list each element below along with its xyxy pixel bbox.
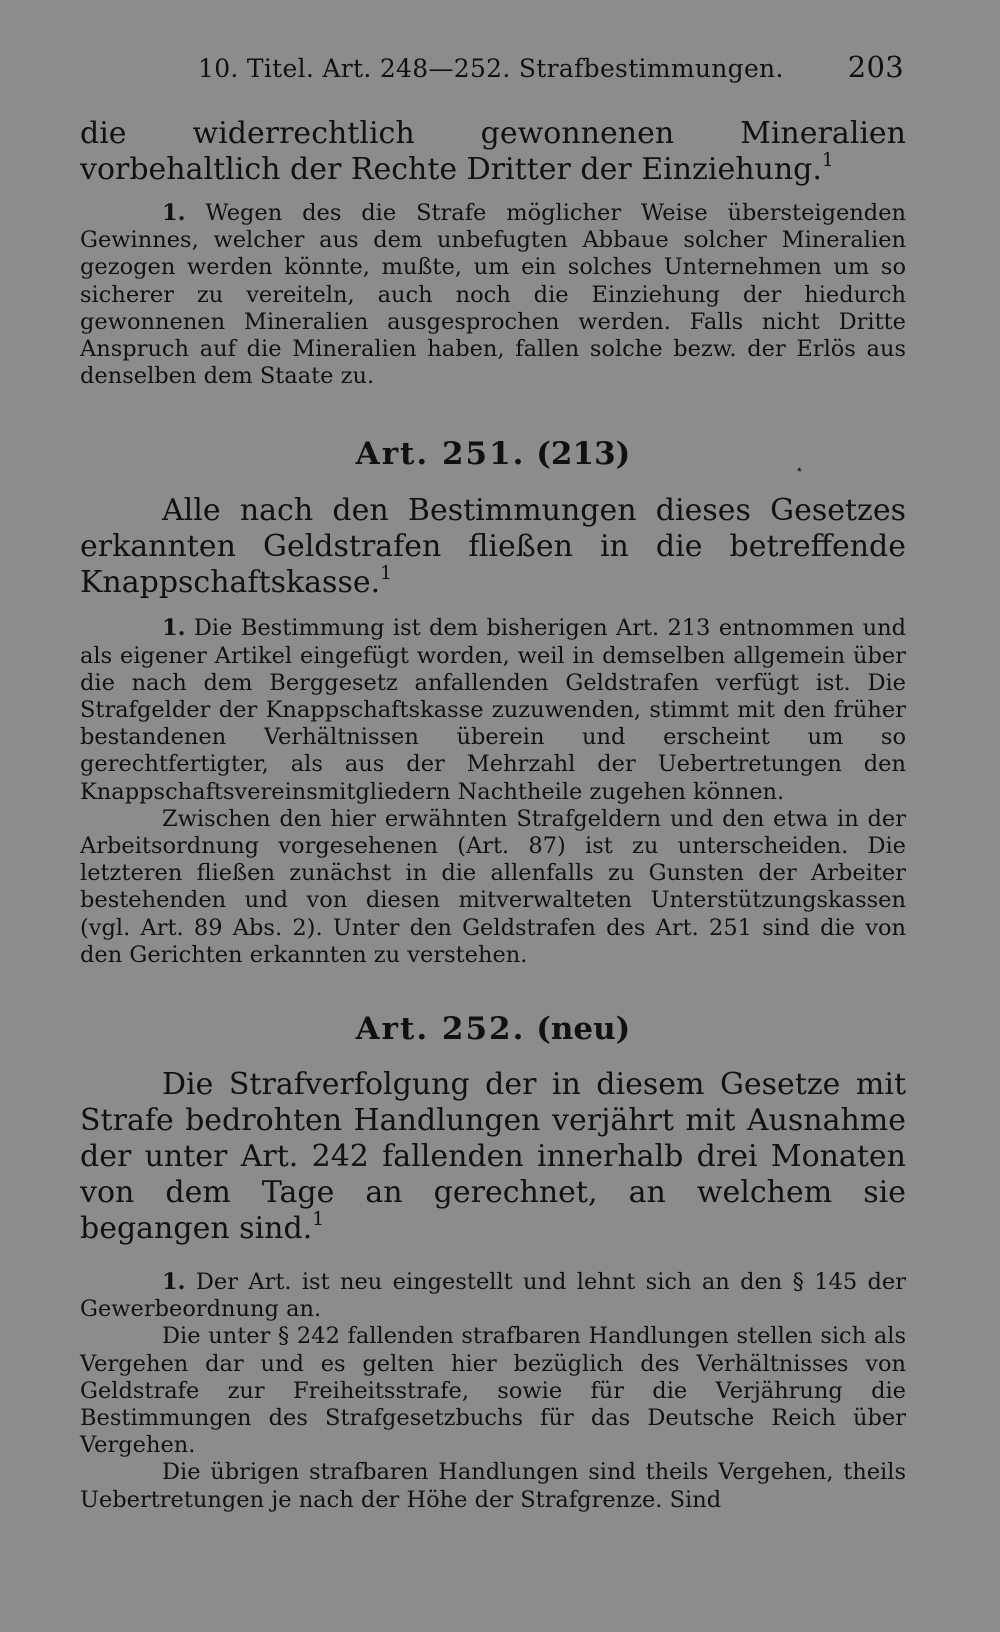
note-number: 1. bbox=[162, 200, 186, 226]
footnote-ref: 1 bbox=[380, 563, 392, 585]
note-251-1-text: Die Bestimmung ist dem bisherigen Art. 213 entnommen und als eigener Artikel eingefügt worden, weil in demselben allgemein über die nach dem Berggesetz anfallenden Geldstrafen verfügt ist. Die Strafgelder der Knappschaftskasse zuzuwenden, stimmt mit den früher bestandenen Verhältnissen überein und erscheint um so gerechtfertigter, als aus der Mehrzahl der Uebertretungen den Knappschaftsvereinsmitgliedern Nachtheile zugehen können. bbox=[80, 615, 906, 805]
article-252-label: Art. 252. bbox=[355, 1011, 526, 1048]
note-250-1 bbox=[80, 200, 906, 390]
book-page bbox=[80, 50, 906, 1514]
note-252-1-text: Der Art. ist neu eingestellt und lehnt sich an den § 145 der Gewerbeordnung an. bbox=[80, 1269, 906, 1323]
note-252-paragraph-2: Die unter § 242 fallenden strafbaren Handlungen stellen sich als Vergehen dar und es gelten hier bezüglich des Verhältnisses von Geldstrafe zur Freiheitsstrafe, sowie für die Verjährung die Bestimmungen des Strafgesetzbuchs für das Deutsche Reich über Vergehen. bbox=[80, 1323, 906, 1459]
article-252-ref: (neu) bbox=[536, 1011, 631, 1048]
article-251-label: Art. 251. bbox=[355, 436, 526, 473]
article-252-body: Die Strafverfolgung der in diesem Gesetze mit Strafe bedrohten Handlungen verjährt mit Ausnahme der unter Art. 242 fallenden innerhalb drei Monaten von dem Tage an gerechnet, an welchem sie begangen sind. bbox=[80, 1067, 906, 1247]
article-252-heading bbox=[80, 1009, 906, 1049]
footnote-ref: 1 bbox=[312, 1209, 325, 1231]
note-number: 1. bbox=[162, 615, 186, 642]
article-251-text bbox=[80, 493, 906, 601]
note-252-paragraph-3: Die übrigen strafbaren Handlungen sind theils Vergehen, theils Uebertretungen je nach der Höhe der Strafgrenze. Sind bbox=[80, 1459, 906, 1513]
running-head-title: 10. Titel. Art. 248—252. Strafbestimmungen. bbox=[198, 54, 784, 83]
article-250-continuation-text: die widerrechtlich gewonnenen Mineralien vorbehaltlich der Rechte Dritter der Einziehung. bbox=[80, 116, 906, 187]
stray-ink-mark: ⋆ bbox=[795, 462, 804, 478]
article-251-ref: (213) bbox=[536, 436, 631, 473]
note-number: 1. bbox=[162, 1269, 186, 1296]
article-252-text bbox=[80, 1067, 906, 1247]
article-251-heading bbox=[80, 434, 906, 474]
note-250-1-text: Wegen des die Strafe möglicher Weise übersteigenden Gewinnes, welcher aus dem unbefugten Abbaue solcher Mineralien gezogen werden könnte, mußte, um ein solches Unternehmen um so sicherer zu vereiteln, auch noch die Einziehung der hiedurch gewonnenen Mineralien ausgesprochen werden. Falls nicht Dritte Anspruch auf die Mineralien haben, fallen solche bezw. der Erlös aus denselben dem Staate zu. bbox=[80, 200, 907, 390]
article-250-continuation bbox=[80, 116, 906, 188]
note-251-1 bbox=[80, 615, 906, 805]
footnote-ref: 1 bbox=[821, 149, 834, 171]
article-251-body: Alle nach den Bestimmungen dieses Gesetzes erkannten Geldstrafen fließen in die betreffende Knappschaftskasse. bbox=[80, 493, 906, 601]
running-head bbox=[80, 50, 906, 90]
note-251-paragraph-2: Zwischen den hier erwähnten Strafgeldern und den etwa in der Arbeitsordnung vorgesehenen (Art. 87) ist zu unterscheiden. Die letzteren fließen zunächst in die allenfalls zu Gunsten der Arbeiter bestehenden und von diesen mitverwalteten Unterstützungskassen (vgl. Art. 89 Abs. 2). Unter den Geldstrafen des Art. 251 sind die von den Gerichten erkannten zu verstehen. bbox=[80, 805, 906, 968]
page-number: 203 bbox=[847, 50, 904, 84]
note-252-1 bbox=[80, 1269, 906, 1323]
